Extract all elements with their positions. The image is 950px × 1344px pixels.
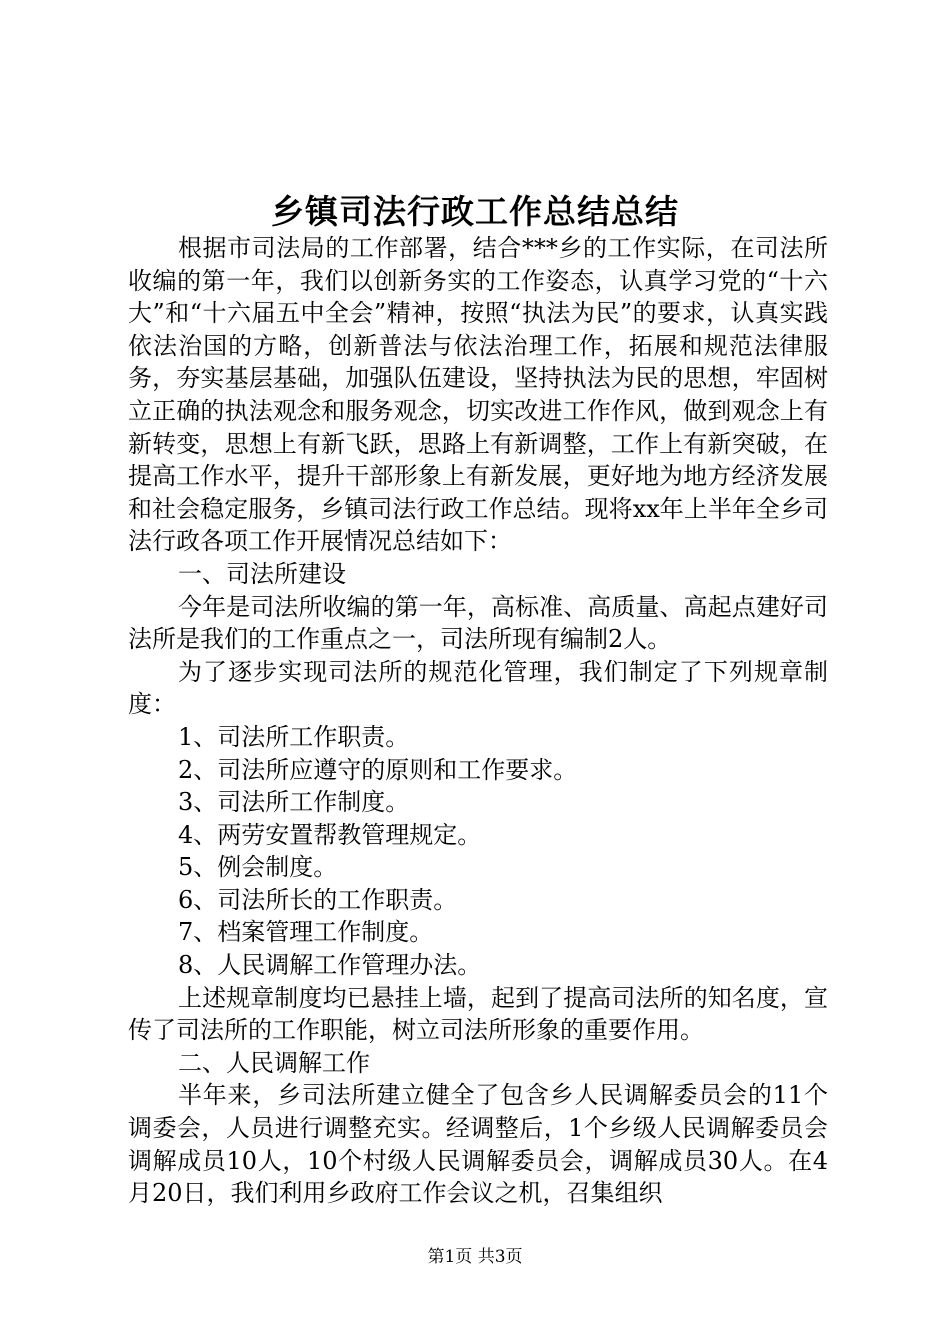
paragraph-intro: 根据市司法局的工作部署，结合***乡的工作实际，在司法所收编的第一年，我们以创新务实的工作姿态，认真学习党的“十六大”和“十六届五中全会”精神，按照“执法为民”的要求，认真实践依法治国的方略，创新普法与依法治理工作，拓展和规范法律服务，夯实基层基础，加强队伍建设，坚持执法为民的思想，牢固树立正确的执法观念和服务观念，切实改进工作作风，做到观念上有新转变，思想上有新飞跃，思路上有新调整，工作上有新突破，在提高工作水平，提升干部形象上有新发展，更好地为地方经济发展和社会稳定服务，乡镇司法行政工作总结。现将xx年上半年全乡司法行政各项工作开展情况总结如下： (128, 234, 828, 556)
paragraph: 半年来，乡司法所建立健全了包含乡人民调解委员会的11个调委会，人员进行调整充实。经调整后，1个乡级人民调解委员会调解成员10人，10个村级人民调解委员会，调解成员30人。在4月20日，我们利用乡政府工作会议之机，召集组织 (128, 1081, 828, 1208)
paragraph: 今年是司法所收编的第一年，高标准、高质量、高起点建好司法所是我们的工作重点之一，司法所现有编制2人。 (128, 592, 828, 654)
paragraph: 上述规章制度均已悬挂上墙，起到了提高司法所的知名度，宣传了司法所的工作职能，树立司法所形象的重要作用。 (128, 983, 828, 1045)
list-item: 2、司法所应遵守的原则和工作要求。 (178, 755, 578, 784)
document-body (128, 232, 828, 1210)
list-item: 4、两劳安置帮教管理规定。 (178, 820, 482, 849)
list-item: 3、司法所工作制度。 (178, 788, 410, 817)
list-item: 1、司法所工作职责。 (178, 722, 410, 751)
section-heading-1: 一、司法所建设 (178, 559, 346, 588)
list-item: 5、例会制度。 (178, 853, 338, 882)
paragraph: 为了逐步实现司法所的规范化管理，我们制定了下列规章制度： (128, 657, 828, 719)
list-item: 8、人民调解工作管理办法。 (178, 951, 482, 980)
page-footer: 第1页 共3页 (427, 1247, 523, 1267)
list-item: 6、司法所长的工作职责。 (178, 885, 458, 914)
section-heading-2: 二、人民调解工作 (178, 1048, 370, 1077)
list-item: 7、档案管理工作制度。 (178, 918, 434, 947)
document-title: 乡镇司法行政工作总结总结 (271, 192, 679, 231)
